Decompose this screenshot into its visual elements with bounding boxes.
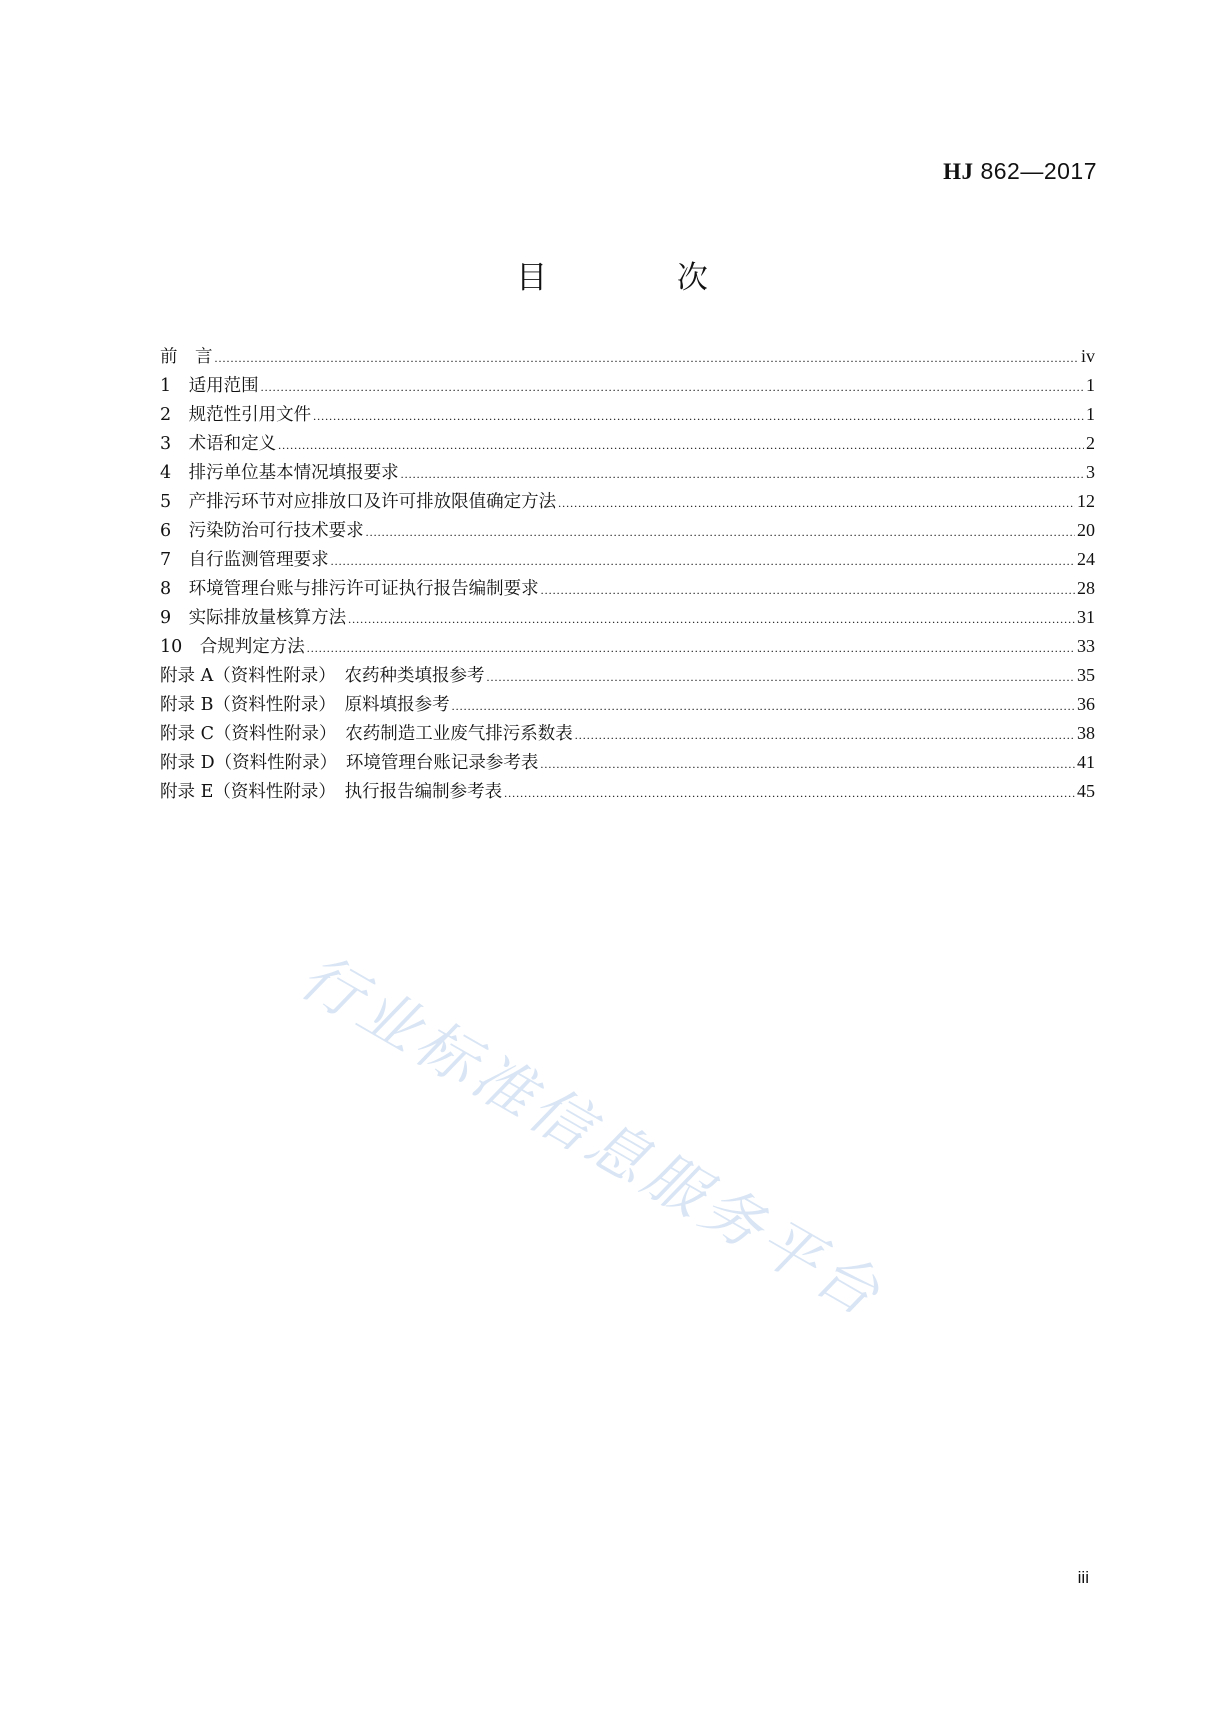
toc-entry-8[interactable]: [160, 574, 1095, 603]
watermark: 行业标准信息服务平台: [288, 941, 896, 1332]
toc-entry-label: 前 言: [160, 347, 213, 367]
toc-entry-page: 1: [1086, 375, 1095, 395]
document-code-prefix: HJ: [943, 159, 974, 184]
toc-leader-dots: [331, 547, 1075, 576]
toc-entry-label: 4 排污单位基本情况填报要求: [160, 463, 399, 483]
toc-entry-page: 3: [1086, 462, 1095, 482]
toc-entry-4[interactable]: [160, 458, 1095, 487]
toc-leader-dots: [486, 663, 1075, 692]
toc-entry-label: 附录 A（资料性附录） 农药种类填报参考: [160, 666, 485, 686]
toc-entry-label: 10 合规判定方法: [160, 637, 305, 657]
toc-entry-label: 1 适用范围: [160, 376, 259, 396]
toc-entry-appendix-e[interactable]: [160, 777, 1095, 806]
toc-entry-9[interactable]: [160, 603, 1095, 632]
document-code-number: 862—2017: [973, 158, 1097, 184]
toc-entry-label: 5 产排污环节对应排放口及许可排放限值确定方法: [160, 492, 557, 512]
toc-entry-appendix-d[interactable]: [160, 748, 1095, 777]
toc-leader-dots: [541, 576, 1075, 605]
toc-entry-page: 41: [1077, 752, 1095, 772]
toc-entry-appendix-c[interactable]: [160, 719, 1095, 748]
toc-leader-dots: [558, 489, 1075, 518]
toc-entry-1[interactable]: [160, 371, 1095, 400]
table-of-contents: [160, 342, 1095, 806]
toc-title: 目 次: [516, 260, 768, 296]
toc-entry-label: 附录 B（资料性附录） 原料填报参考: [160, 695, 450, 715]
toc-leader-dots: [452, 692, 1075, 721]
toc-entry-label: 附录 C（资料性附录） 农药制造工业废气排污系数表: [160, 724, 573, 744]
toc-entry-3[interactable]: [160, 429, 1095, 458]
document-code: [943, 158, 1097, 185]
toc-entry-page: 35: [1077, 665, 1095, 685]
toc-entry-page: iv: [1080, 346, 1095, 366]
toc-leader-dots: [261, 373, 1084, 402]
toc-entry-page: 24: [1077, 549, 1095, 569]
toc-entry-label: 6 污染防治可行技术要求: [160, 521, 364, 541]
toc-entry-page: 33: [1077, 636, 1095, 656]
toc-leader-dots: [215, 344, 1079, 373]
toc-leader-dots: [575, 721, 1075, 750]
toc-entry-label: 8 环境管理台账与排污许可证执行报告编制要求: [160, 579, 539, 599]
toc-leader-dots: [348, 605, 1075, 634]
toc-entry-page: 20: [1077, 520, 1095, 540]
toc-entry-7[interactable]: [160, 545, 1095, 574]
toc-leader-dots: [540, 750, 1075, 779]
toc-entry-page: 12: [1077, 491, 1095, 511]
toc-entry-label: 附录 E（资料性附录） 执行报告编制参考表: [160, 782, 503, 802]
toc-entry-5[interactable]: [160, 487, 1095, 516]
toc-entry-page: 38: [1077, 723, 1095, 743]
toc-entry-page: 31: [1077, 607, 1095, 627]
toc-entry-6[interactable]: [160, 516, 1095, 545]
toc-entry-label: 2 规范性引用文件: [160, 405, 312, 425]
toc-entry-label: 7 自行监测管理要求: [160, 550, 329, 570]
toc-leader-dots: [313, 402, 1084, 431]
toc-entry-page: 45: [1077, 781, 1095, 801]
toc-entry-appendix-a[interactable]: [160, 661, 1095, 690]
toc-entry-page: 1: [1086, 404, 1095, 424]
toc-entry-2[interactable]: [160, 400, 1095, 429]
toc-leader-dots: [366, 518, 1075, 547]
toc-entry-10[interactable]: [160, 632, 1095, 661]
toc-entry-foreword[interactable]: [160, 342, 1095, 371]
toc-entry-page: 36: [1077, 694, 1095, 714]
toc-leader-dots: [504, 779, 1075, 808]
toc-entry-appendix-b[interactable]: [160, 690, 1095, 719]
toc-leader-dots: [401, 460, 1084, 489]
toc-leader-dots: [307, 634, 1075, 663]
toc-entry-label: 3 术语和定义: [160, 434, 277, 454]
toc-entry-page: 28: [1077, 578, 1095, 598]
toc-entry-label: 附录 D（资料性附录） 环境管理台账记录参考表: [160, 753, 539, 773]
toc-entry-page: 2: [1086, 433, 1095, 453]
toc-leader-dots: [278, 431, 1084, 460]
page-number: iii: [1077, 1568, 1089, 1587]
toc-entry-label: 9 实际排放量核算方法: [160, 608, 347, 628]
